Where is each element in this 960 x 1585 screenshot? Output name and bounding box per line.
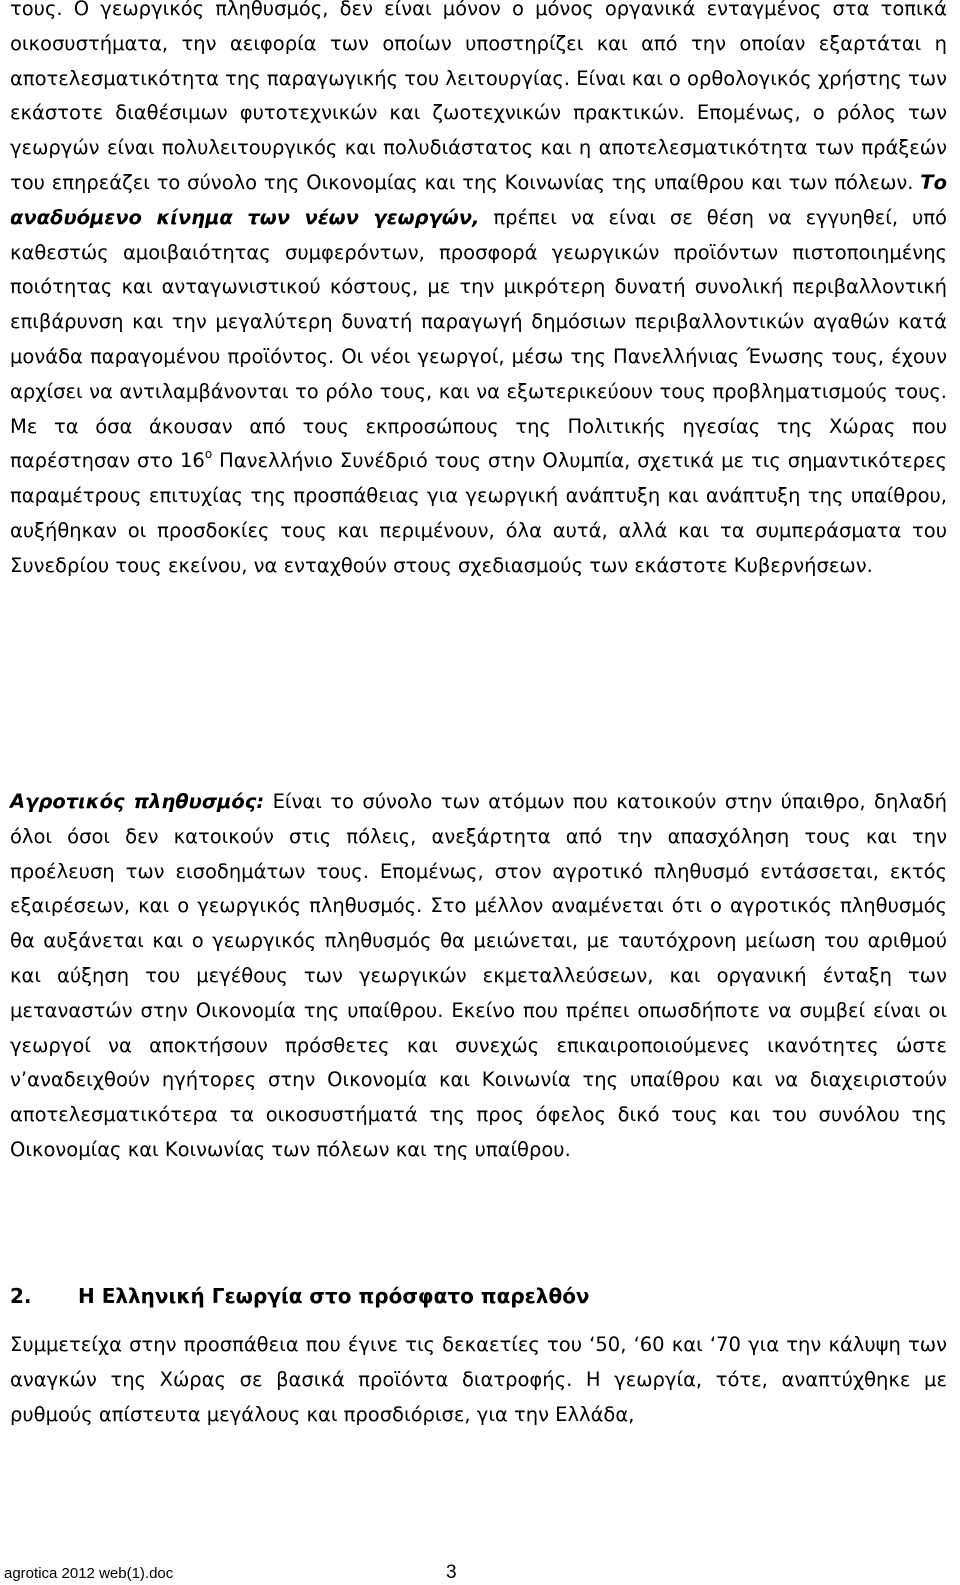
paragraph-1-text-c: Πανελλήνιο Συνέδριό τους στην Ολυμπία, σχετικά με τις σημαντικότερες παραμέτρους επιτυχίας της προσπάθειας για γεωργική ανάπτυξη και ανάπτυξη της υπαίθρου, αυξήθηκαν οι προσδοκίες τους και περιμένουν, όλα αυτά, αλλά και τα συμπεράσματα του Συνεδρίου τους εκείνου, να ενταχθούν στους σχεδιασμούς των εκάστοτε Κυβερνήσεων.	[10, 449, 947, 577]
footer-filename: agrotica 2012 web(1).doc	[4, 1565, 174, 1582]
body-paragraph-1	[10, 0, 947, 584]
definition-term: Αγροτικός πληθυσμός:	[10, 790, 265, 813]
paragraph-1-text-b: πρέπει να είναι σε θέση να εγγυηθεί, υπό καθεστώς αμοιβαιότητας συμφερόντων, προσφορά γεωργικών προϊόντων πιστοποιημένης ποιότητας και ανταγωνιστικού κόστους, με την μικρότερη δυνατή συνολική περιβαλλοντική επιβάρυνση και την μεγαλύτερη δυνατή παραγωγή δημόσιων περιβαλλοντικών αγαθών κατά μονάδα παραγομένου προϊόντος. Οι νέοι γεωργοί, μέσω της Πανελλήνιας Ένωσης τους, έχουν αρχίσει να αντιλαμβάνονται το ρόλο τους, και να εξωτερικεύουν τους προβληματισμούς τους. Με τα όσα άκουσαν από τους εκπροσώπους της Πολιτικής ηγεσίας της Χώρας που παρέστησαν στο 16	[10, 205, 947, 473]
footer-page-number: 3	[446, 1562, 457, 1583]
body-paragraph-2	[10, 785, 947, 1168]
section-number: 2.	[10, 1284, 32, 1308]
definition-text: Είναι το σύνολο των ατόμων που κατοικούν στην ύπαιθρο, δηλαδή όλοι όσοι δεν κατοικούν στις πόλεις, ανεξάρτητα από την απασχόληση τους και την προέλευση των εισοδημάτων τους. Επομένως, στον αγροτικό πληθυσμό εντάσσεται, εκτός εξαιρέσεων, και ο γεωργικός πληθυσμός. Στο μέλλον αναμένεται ότι ο αγροτικός πληθυσμός θα αυξάνεται και ο γεωργικός πληθυσμός θα μειώνεται, με ταυτόχρονη μείωση του αριθμού και αύξηση του μεγέθους των γεωργικών εκμεταλλεύσεων, και οργανική ένταξη των μεταναστών στην Οικονομία της υπαίθρου. Εκείνο που πρέπει οπωσδήποτε να συμβεί είναι οι γεωργοί να αποκτήσουν πρόσθετες και συνεχώς επικαιροποιούμενες ικανότητες ώστε ν’αναδειχθούν ηγήτορες στην Οικονομία και Κοινωνία της υπαίθρου και να διαχειριστούν αποτελεσματικότερα τα οικοσυστήματά της προς όφελος δικό τους και του συνόλου της Οικονομίας και Κοινωνίας των πόλεων και της υπαίθρου.	[10, 790, 947, 1161]
section-title: Η Ελληνική Γεωργία στο πρόσφατο παρελθόν	[78, 1284, 590, 1308]
ordinal-superscript: ο	[204, 447, 213, 462]
section-heading	[10, 1281, 947, 1311]
body-paragraph-3: Συμμετείχα στην προσπάθεια που έγινε τις δεκαετίες του ‘50, ‘60 και ‘70 για την κάλυψη των αναγκών της Χώρας σε βασικά προϊόντα διατροφής. Η γεωργία, τότε, αναπτύχθηκε με ρυθμούς απίστευτα μεγάλους και προσδιόρισε, για την Ελλάδα,	[10, 1333, 947, 1426]
paragraph-1-text-a: τους. Ο γεωργικός πληθυσμός, δεν είναι μόνον ο μόνος οργανικά ενταγμένος στα τοπικά οικοσυστήματα, την αειφορία των οποίων υποστηρίζει και από την οποίαν εξαρτάται η αποτελεσματικότητα της παραγωγικής του λειτουργίας. Είναι και ο ορθολογικός χρήστης των εκάστοτε διαθέσιμων φυτοτεχνικών και ζωοτεχνικών πρακτικών. Επομένως, ο ρόλος των γεωργών είναι πολυλειτουργικός και πολυδιάστατος και η αποτελεσματικότητα των πράξεών του επηρεάζει το σύνολο της Οικονομίας και της Κοινωνίας της υπαίθρου και των πόλεων.	[10, 0, 947, 194]
emphasis-young-farmers: Το αναδυόμενο κίνημα των νέων γεωργών,	[10, 170, 947, 229]
